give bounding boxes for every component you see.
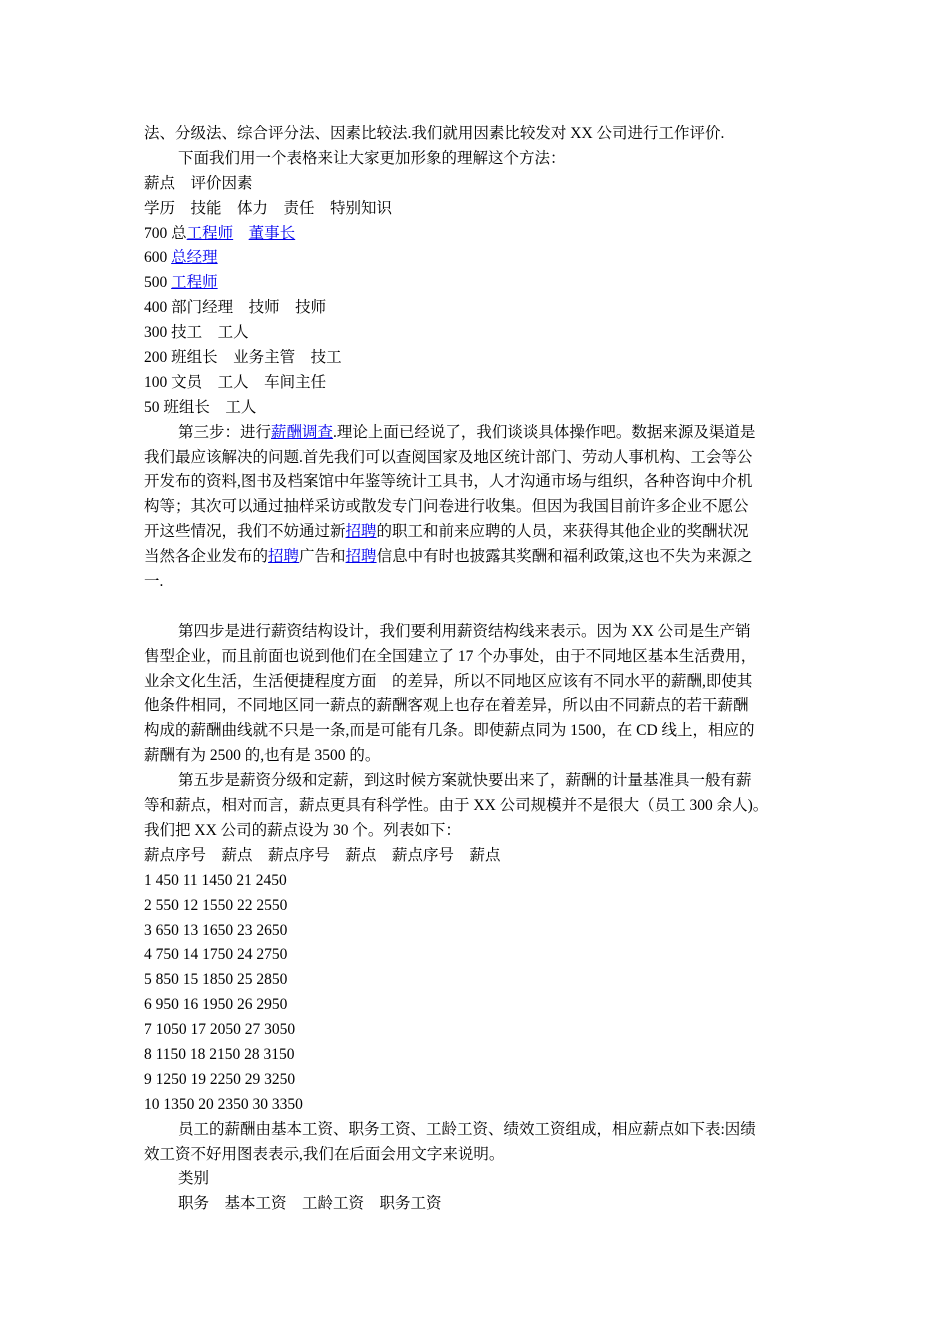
text-run: 9 1250 19 2250 29 3250 xyxy=(144,1070,296,1088)
hyperlink[interactable]: 薪酬调查 xyxy=(271,423,334,441)
text-line xyxy=(144,122,824,147)
hyperlink[interactable]: 招聘 xyxy=(345,548,377,566)
text-line xyxy=(144,321,824,346)
text-run: 200 班组长 业务主管 技工 xyxy=(144,349,342,367)
hyperlink[interactable]: 招聘 xyxy=(345,523,377,541)
text-run: 600 xyxy=(144,249,172,267)
text-run: 1 450 11 1450 21 2450 xyxy=(144,871,287,889)
text-run: 业余文化生活，生活便捷程度方面 的差异，所以不同地区应该有不同水平的薪酬,即使其 xyxy=(144,672,753,690)
text-run: 职务 基本工资 工龄工资 职务工资 xyxy=(178,1195,442,1213)
text-line xyxy=(144,1068,824,1093)
text-line xyxy=(144,744,824,769)
text-line xyxy=(144,1043,824,1068)
text-line xyxy=(144,943,824,968)
text-run: 300 技工 工人 xyxy=(144,324,249,342)
text-run: 薪点序号 薪点 薪点序号 薪点 薪点序号 薪点 xyxy=(144,846,501,864)
text-run: 效工资不好用图表表示,我们在后面会用文字来说明。 xyxy=(144,1145,505,1163)
text-line xyxy=(144,919,824,944)
text-run: 一. xyxy=(144,573,164,591)
hyperlink[interactable]: 工程师 xyxy=(186,224,234,242)
hyperlink[interactable]: 工程师 xyxy=(171,274,218,292)
text-line xyxy=(144,396,824,421)
text-line xyxy=(144,520,824,545)
text-line xyxy=(144,819,824,844)
text-run: 薪酬有为 2500 的,也有是 3500 的。 xyxy=(144,747,381,765)
text-run: 8 1150 18 2150 28 3150 xyxy=(144,1045,295,1063)
text-line xyxy=(144,694,824,719)
hyperlink[interactable]: 招聘 xyxy=(268,548,300,566)
text-run: 3 650 13 1650 23 2650 xyxy=(144,921,288,939)
text-line xyxy=(144,495,824,520)
text-line xyxy=(144,222,824,247)
text-run: 他条件相同，不同地区同一薪点的薪酬客观上也存在着差异，所以由不同薪点的若干薪酬 xyxy=(144,697,749,715)
text-line xyxy=(144,421,824,446)
text-line xyxy=(144,147,824,172)
text-line xyxy=(144,446,824,471)
text-line xyxy=(144,570,824,595)
blank-line xyxy=(144,595,824,620)
text-run: 广告和 xyxy=(299,548,346,566)
text-line xyxy=(144,968,824,993)
text-run: 第五步是薪资分级和定薪，到这时候方案就快要出来了，薪酬的计量基准具一般有薪 xyxy=(178,772,752,790)
text-run: 5 850 15 1850 25 2850 xyxy=(144,971,288,989)
text-run: 类别 xyxy=(178,1170,210,1188)
text-line xyxy=(144,719,824,744)
hyperlink[interactable]: 总经理 xyxy=(171,249,218,267)
text-run: 信息中有时也披露其奖酬和福利政策,这也不失为来源之 xyxy=(376,548,753,566)
text-run: 第三步：进行 xyxy=(178,423,272,441)
text-run: 等和薪点，相对而言，薪点更具有科学性。由于 XX 公司规模并不是很大（员工 300 余人)。 xyxy=(144,797,769,815)
text-run: 10 1350 20 2350 30 3350 xyxy=(144,1095,303,1113)
text-line xyxy=(144,371,824,396)
text-run: 售型企业，而且前面也说到他们在全国建立了 17 个办事处，由于不同地区基本生活费用， xyxy=(144,647,757,665)
text-run: 开这些情况，我们不妨通过新 xyxy=(144,523,346,541)
text-run: 700 总 xyxy=(144,224,187,242)
text-run: 100 文员 工人 车间主任 xyxy=(144,373,327,391)
text-line xyxy=(144,1018,824,1043)
text-line xyxy=(144,1167,824,1192)
text-run: .理论上面已经说了，我们谈谈具体操作吧。数据来源及渠道是 xyxy=(333,423,756,441)
text-line xyxy=(144,844,824,869)
text-line xyxy=(144,1093,824,1118)
text-run: 的职工和前来应聘的人员，来获得其他企业的奖酬状况 xyxy=(376,523,749,541)
text-line xyxy=(144,894,824,919)
text-run: 学历 技能 体力 责任 特别知识 xyxy=(144,199,393,217)
text-run: 员工的薪酬由基本工资、职务工资、工龄工资、绩效工资组成，相应薪点如下表:因绩 xyxy=(178,1120,756,1138)
text-line xyxy=(144,271,824,296)
text-run: 构成的薪酬曲线就不只是一条,而是可能有几条。即使薪点同为 1500，在 CD 线上，相应的 xyxy=(144,722,755,740)
text-line xyxy=(144,246,824,271)
text-line xyxy=(144,1143,824,1168)
text-run: 下面我们用一个表格来让大家更加形象的理解这个方法： xyxy=(178,149,566,167)
text-line xyxy=(144,869,824,894)
text-run: 薪点 评价因素 xyxy=(144,174,253,192)
text-run: 我们最应该解决的问题.首先我们可以查阅国家及地区统计部门、劳动人事机构、工会等公 xyxy=(144,448,753,466)
text-run: 7 1050 17 2050 27 3050 xyxy=(144,1021,296,1039)
text-line xyxy=(144,197,824,222)
text-line xyxy=(144,346,824,371)
text-line xyxy=(144,769,824,794)
text-run: 当然各企业发布的 xyxy=(144,548,269,566)
text-run: 4 750 14 1750 24 2750 xyxy=(144,946,288,964)
text-run: 我们把 XX 公司的薪点设为 30 个。列表如下： xyxy=(144,821,461,839)
text-line xyxy=(144,470,824,495)
text-line xyxy=(144,645,824,670)
text-run: 500 xyxy=(144,274,172,292)
text-run xyxy=(233,225,249,242)
text-line xyxy=(144,620,824,645)
text-run: 2 550 12 1550 22 2550 xyxy=(144,896,288,914)
text-run: 法、分级法、综合评分法、因素比较法.我们就用因素比较发对 XX 公司进行工作评价. xyxy=(144,125,725,142)
text-line xyxy=(144,1192,824,1217)
text-line xyxy=(144,1118,824,1143)
text-run: 400 部门经理 技师 技师 xyxy=(144,299,327,317)
text-run: 构等；其次可以通过抽样采访或散发专门问卷进行收集。但因为我国目前许多企业不愿公 xyxy=(144,498,749,516)
text-line xyxy=(144,296,824,321)
text-run: 50 班组长 工人 xyxy=(144,398,257,416)
text-run: 开发布的资料,图书及档案馆中年鉴等统计工具书，人才沟通市场与组织，各种咨询中介机 xyxy=(144,473,753,491)
text-line xyxy=(144,545,824,570)
text-line xyxy=(144,670,824,695)
document-body xyxy=(144,122,824,1217)
hyperlink[interactable]: 董事长 xyxy=(248,224,296,242)
text-run: 第四步是进行薪资结构设计，我们要利用薪资结构线来表示。因为 XX 公司是生产销 xyxy=(178,622,751,640)
text-line xyxy=(144,172,824,197)
text-line xyxy=(144,993,824,1018)
text-run: 6 950 16 1950 26 2950 xyxy=(144,996,288,1014)
text-line xyxy=(144,794,824,819)
